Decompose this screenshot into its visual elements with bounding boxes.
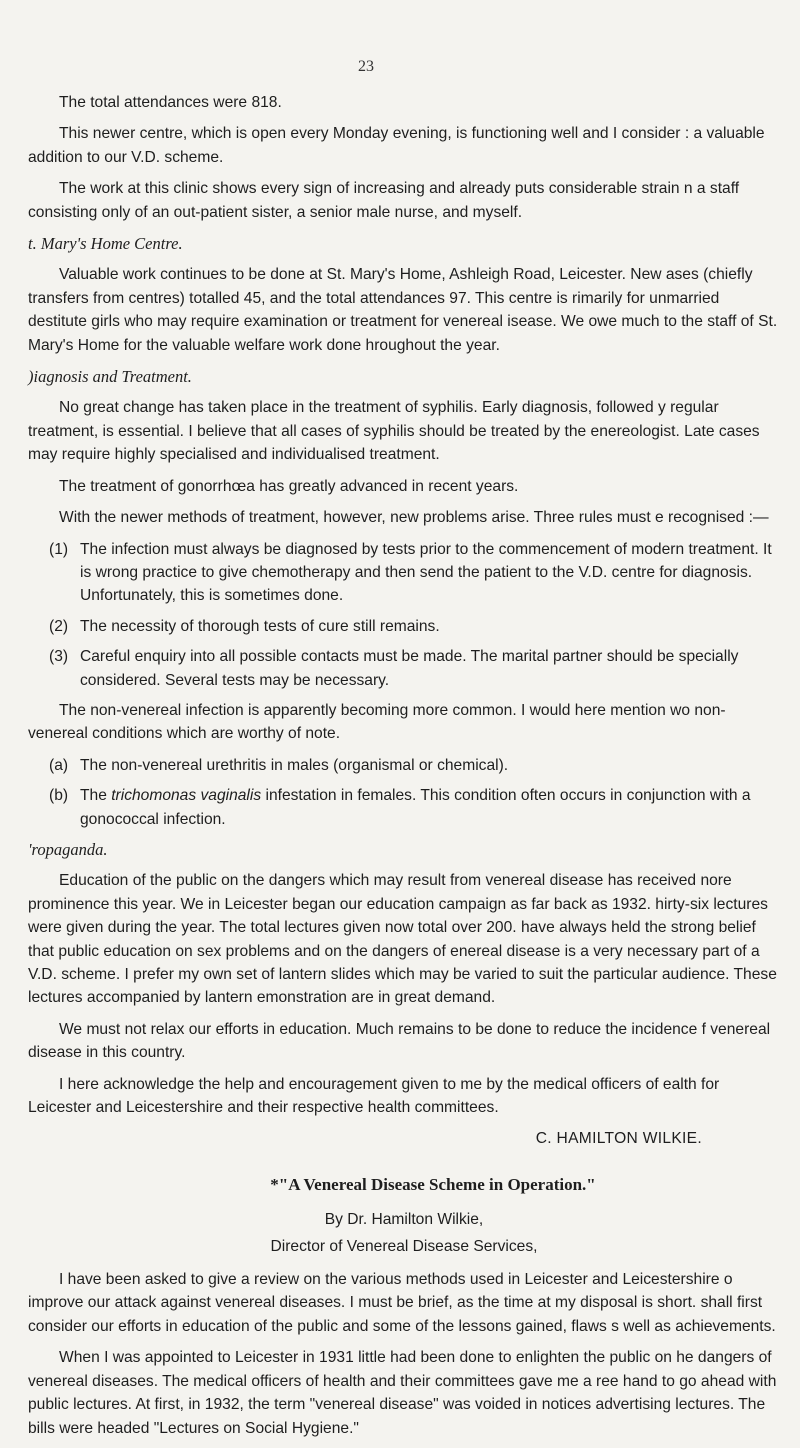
paragraph-acknowledge: I here acknowledge the help and encouragement given to me by the medical officers of ealth for Leicester and Leicestershire and their respective health committees.	[28, 1075, 720, 1117]
rule-item	[49, 615, 780, 638]
paragraph-attendances: The total attendances were 818.	[59, 94, 282, 111]
condition-item-a	[49, 754, 780, 777]
signature: C. HAMILTON WILKIE.	[535, 1130, 702, 1148]
rule-item	[49, 645, 780, 692]
page-body	[28, 91, 780, 1448]
paragraph-gonorrhoea: The treatment of gonorrhœa has greatly advanced in recent years.	[59, 477, 519, 495]
condition-item-b	[49, 784, 780, 831]
condition-letter: (b)	[49, 787, 69, 805]
heading-st-marys-home-centre: t. Mary's Home Centre.	[28, 234, 183, 254]
author-role: Director of Venereal Disease Services,	[270, 1237, 538, 1255]
page-number: 23	[358, 58, 374, 75]
rule-number: (1)	[49, 540, 69, 558]
paragraph-clinic-strain: The work at this clinic shows every sign of increasing and already puts considerable strain n a staff consisting only of an out-patient sister, a senior male nurse, and myself.	[28, 180, 740, 221]
paragraph-rules-intro: With the newer methods of treatment, however, new problems arise. Three rules must e recognised :—	[59, 509, 769, 527]
condition-text: The non-venereal urethritis in males (organismal or chemical).	[80, 756, 509, 774]
rule-text: The infection must always be diagnosed by tests prior to the commencement of modern treatment. It is wrong practice to give chemotherapy and then send the patient to the V.D. centre for diagnosis. Unfortunately, this is sometimes done.	[80, 540, 772, 605]
rule-item	[49, 538, 780, 608]
article-title: *"A Venereal Disease Scheme in Operation."	[270, 1174, 596, 1194]
heading-diagnosis-and-treatment: )iagnosis and Treatment.	[28, 367, 192, 387]
condition-text	[80, 784, 780, 831]
paragraph-syphilis: No great change has taken place in the treatment of syphilis. Early diagnosis, followed y regular treatment, is essential. I believe that all cases of syphilis should be treated by the enereologist. Late cases may require highly specialised and individualised treatment.	[28, 399, 760, 464]
paragraph-appointed: When I was appointed to Leicester in 1931 little had been done to enlighten the public on he dangers of venereal diseases. The medical officers of health and their committees gave me a ree hand to go ahead with public lectures. At first, in 1932, the term "venereal disease" was voided in notices advertising lectures. The bills were headed "Lectures on Social Hygiene."	[28, 1349, 777, 1437]
paragraph-newer-centre: This newer centre, which is open every Monday evening, is functioning well and I consider : a valuable addition to our V.D. scheme.	[28, 125, 765, 166]
condition-text-post: infestation in females. This condition often occurs in conjunction with a gonococcal infection.	[80, 787, 751, 828]
heading-propaganda: 'ropaganda.	[28, 839, 108, 859]
byline: By Dr. Hamilton Wilkie,	[324, 1211, 484, 1229]
trichomonas-term: trichomonas vaginalis	[111, 787, 262, 805]
paragraph-education: Education of the public on the dangers which may result from venereal disease has received nore prominence this year. We in Leicester began our education campaign as far back as 1932. hirty-six lectures were given during the year. The total lectures given now total over 200. have always held the strong belief that public education on sex problems and on the dangers of enereal disease is a very necessary part of a V.D. scheme. I prefer my own set of lantern slides which may be varied to suit the particular audience. These lectures accompanied by lantern emonstration are in great demand.	[28, 872, 777, 1007]
rule-number: (2)	[49, 617, 69, 635]
rule-number: (3)	[49, 648, 69, 666]
paragraph-review: I have been asked to give a review on the various methods used in Leicester and Leicestershire o improve our attack against venereal diseases. I must be brief, as the time at my disposal is short. shall first consider our efforts in education of the public and some of the lessons gained, flaws s well as achievements.	[28, 1271, 776, 1335]
rule-text: The necessity of thorough tests of cure still remains.	[80, 617, 440, 635]
condition-letter: (a)	[49, 756, 69, 774]
paragraph-non-venereal: The non-venereal infection is apparently becoming more common. I would here mention wo non-venereal conditions which are worthy of note.	[28, 701, 726, 743]
paragraph-relax: We must not relax our efforts in education. Much remains to be done to reduce the incidence f venereal disease in this country.	[28, 1020, 771, 1062]
paragraph-st-marys: Valuable work continues to be done at St. Mary's Home, Ashleigh Road, Leicester. New ases (chiefly transfers from centres) totalled 45, and the total attendances 97. This centre is rimarily for unmarried destitute girls who may require examination or treatment for venereal isease. We owe much to the staff of St. Mary's Home for the valuable welfare work done hroughout the year.	[28, 266, 778, 354]
condition-text-pre: The	[80, 787, 112, 805]
rule-text: Careful enquiry into all possible contacts must be made. The marital partner should be specially considered. Several tests may be necessary.	[80, 648, 739, 689]
